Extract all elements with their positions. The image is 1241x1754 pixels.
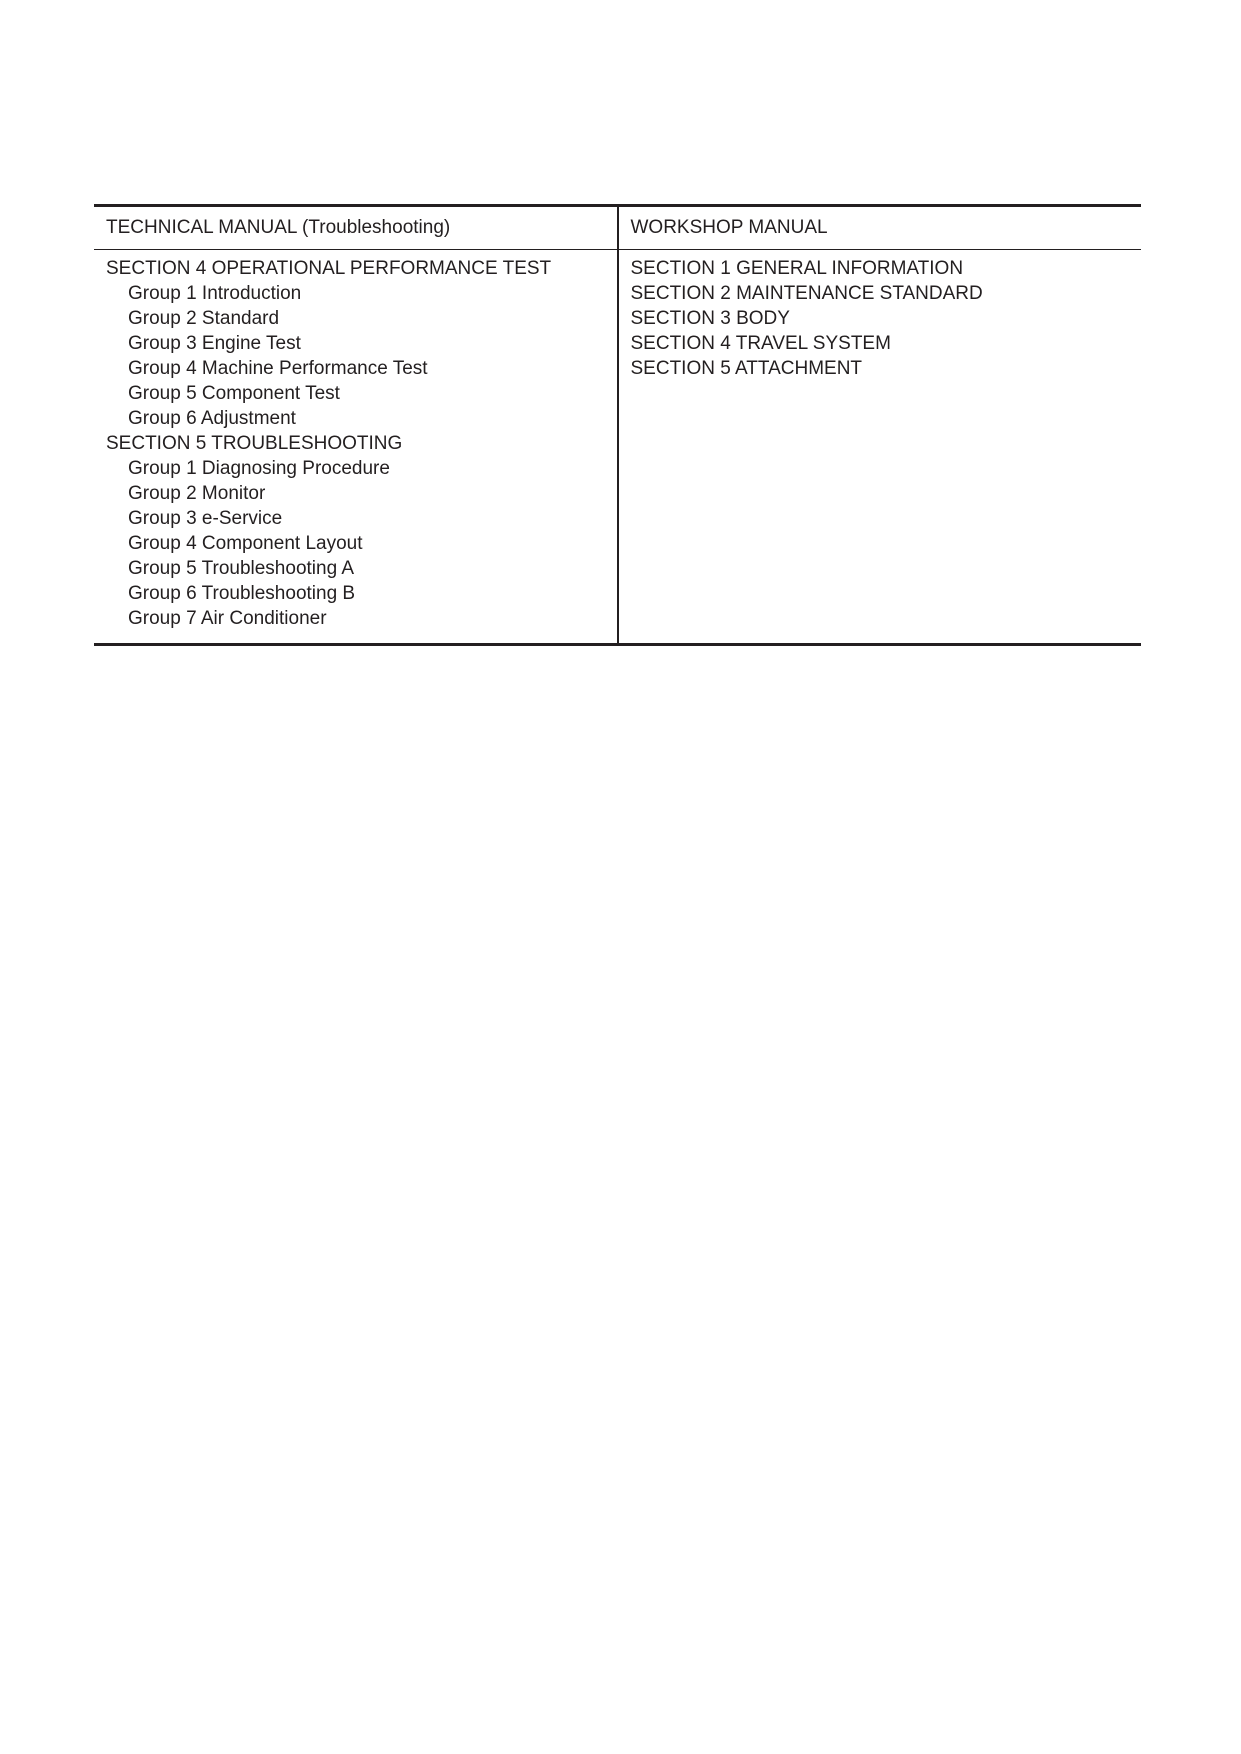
toc-group: Group 7 Air Conditioner <box>128 608 327 629</box>
toc-group: Group 6 Troubleshooting B <box>128 583 356 604</box>
technical-manual-heading: TECHNICAL MANUAL (Troubleshooting) <box>94 206 618 250</box>
toc-group: Group 5 Component Test <box>128 383 340 404</box>
toc-group: Group 4 Component Layout <box>128 533 363 554</box>
toc-section: SECTION 3 BODY <box>630 308 790 329</box>
toc-group: Group 3 e-Service <box>128 508 283 529</box>
toc-section: SECTION 4 OPERATIONAL PERFORMANCE TEST <box>106 258 552 279</box>
table-body-row <box>94 250 1141 645</box>
toc-group: Group 2 Standard <box>128 308 280 329</box>
toc-section: SECTION 5 TROUBLESHOOTING <box>106 433 403 454</box>
workshop-manual-contents <box>618 250 1142 645</box>
toc-section: SECTION 2 MAINTENANCE STANDARD <box>630 283 983 304</box>
manual-contents-table <box>94 204 1141 646</box>
toc-group: Group 3 Engine Test <box>128 333 301 354</box>
workshop-manual-heading: WORKSHOP MANUAL <box>618 206 1142 250</box>
table-header-row <box>94 206 1141 250</box>
toc-section: SECTION 5 ATTACHMENT <box>630 358 863 379</box>
toc-group: Group 1 Diagnosing Procedure <box>128 458 390 479</box>
toc-group: Group 1 Introduction <box>128 283 302 304</box>
toc-section: SECTION 1 GENERAL INFORMATION <box>630 258 964 279</box>
toc-group: Group 4 Machine Performance Test <box>128 358 428 379</box>
toc-group: Group 5 Troubleshooting A <box>128 558 355 579</box>
toc-group: Group 6 Adjustment <box>128 408 296 429</box>
technical-manual-contents <box>94 250 618 645</box>
toc-group: Group 2 Monitor <box>128 483 266 504</box>
toc-section: SECTION 4 TRAVEL SYSTEM <box>630 333 891 354</box>
